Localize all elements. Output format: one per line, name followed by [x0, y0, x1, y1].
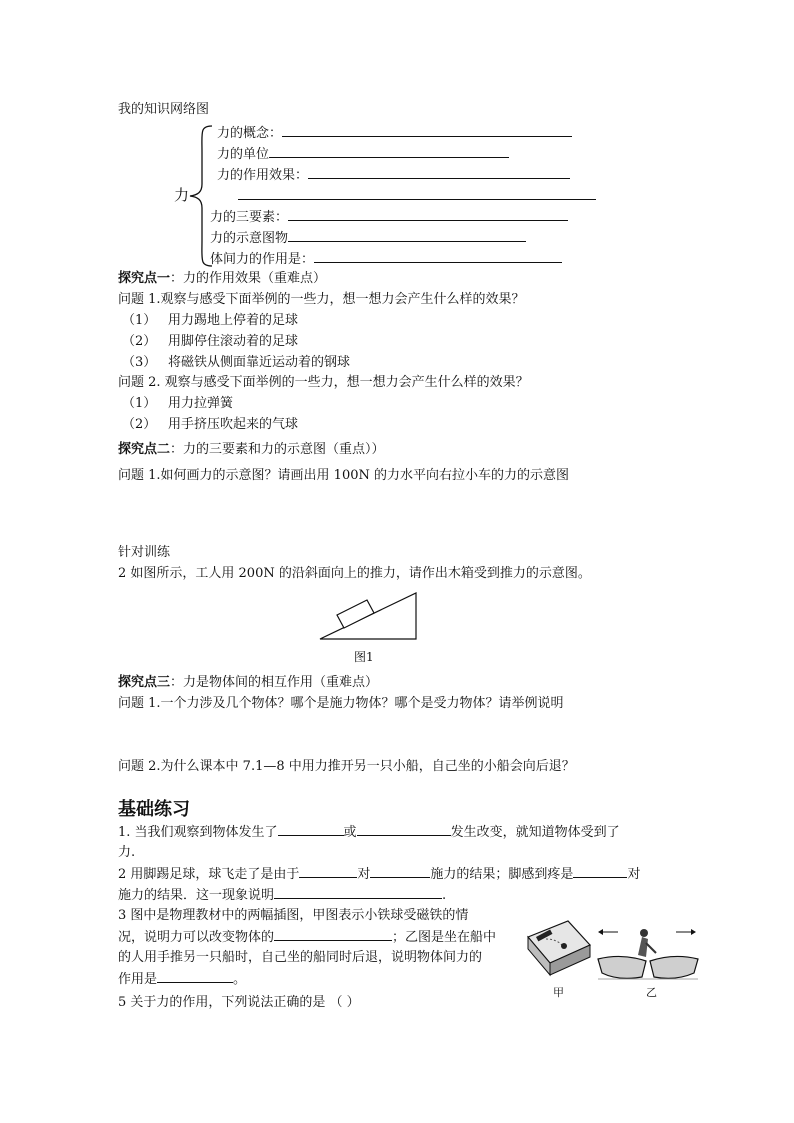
question-3-cont: [118, 928, 496, 947]
explore1-question1: 问题 1.观察与感受下面举例的一些力，想一想力会产生什么样的效果？: [118, 292, 525, 307]
explore3-question1: 问题 1.一个力涉及几个物体？哪个是施力物体？哪个是受力物体？请举例说明: [118, 696, 564, 711]
question-2: [118, 865, 640, 884]
explore1-heading: [118, 270, 326, 288]
boats-figure: [596, 923, 700, 983]
list-item-number: （3）: [122, 355, 157, 370]
training-question2: 2 如图所示，工人用 200N 的沿斜面向上的推力，请作出木箱受到推力的示意图。: [118, 566, 591, 581]
list-item-text: 用力踢地上停着的足球: [168, 313, 299, 328]
answer-blank[interactable]: [274, 886, 442, 899]
question-3-cont2: 的人用手推另一只船时，自己坐的船同时后退，说明物体间力的: [118, 950, 483, 965]
network-item-three-elements: [210, 208, 568, 227]
network-item-effect-cont: [238, 187, 596, 206]
question-text: 况，说明力可以改变物体的: [118, 930, 275, 945]
answer-blank[interactable]: [573, 865, 627, 878]
answer-blank[interactable]: [278, 823, 344, 836]
explore2-heading: [118, 441, 385, 459]
explore1-question2: 问题 2. 观察与感受下面举例的一些力，想一想力会产生什么样的效果？: [118, 375, 529, 390]
explore2-label: 探究点二: [118, 442, 171, 457]
list-item-text: 用脚停住滚动着的足球: [168, 334, 299, 349]
network-item-label: 力的示意图物: [210, 231, 289, 246]
question-text: ；乙图是坐在船中: [392, 930, 497, 945]
figure-caption: 图1: [354, 650, 374, 664]
answer-blank[interactable]: [282, 124, 572, 137]
figure-label-yi: 乙: [646, 986, 657, 999]
question-2-cont: [118, 886, 446, 905]
question-text: 施力的结果．这一现象说明: [118, 888, 275, 903]
network-item-concept: [217, 124, 572, 143]
answer-blank[interactable]: [370, 865, 430, 878]
question-text: 对: [627, 867, 641, 882]
explore1-topic: ：力的作用效果（重难点）: [170, 271, 327, 286]
list-item-number: （2）: [122, 334, 157, 349]
explore3-question2: 问题 2.为什么课本中 7.1—8 中用力推开另一只小船，自己坐的小船会向后退？: [118, 759, 575, 774]
answer-blank[interactable]: [238, 187, 596, 200]
question-text: 作用是: [118, 972, 158, 987]
network-center: 力: [174, 186, 190, 204]
network-item-label: 力的三要素：: [210, 210, 289, 225]
list-item-text: 用手挤压吹起来的气球: [168, 417, 299, 432]
answer-blank[interactable]: [357, 823, 451, 836]
explore2-topic: ：力的三要素和力的示意图（重点））: [170, 442, 385, 457]
network-item-label: 力的作用效果：: [217, 168, 309, 183]
answer-blank[interactable]: [288, 208, 568, 221]
network-item-unit: [217, 145, 509, 164]
network-item-effect: [217, 166, 570, 185]
explore2-question1: 问题 1.如何画力的示意图？请画出用 100N 的力水平向右拉小车的力的示意图: [118, 468, 569, 483]
answer-blank[interactable]: [308, 166, 570, 179]
question-text: 2 用脚踢足球，球飞走了是由于: [118, 867, 300, 882]
list-item-number: （2）: [122, 417, 157, 432]
network-item-label: 力的单位: [217, 147, 270, 162]
answer-blank[interactable]: [157, 970, 233, 983]
answer-blank[interactable]: [314, 250, 562, 263]
list-item: [122, 333, 156, 351]
list-item-number: （1）: [122, 396, 157, 411]
question-1-cont: 力.: [118, 845, 136, 860]
list-item: [122, 312, 156, 330]
question-text: 对: [357, 867, 371, 882]
question-text: 。: [233, 972, 247, 987]
incline-figure: [318, 590, 418, 642]
question-text: 或: [343, 825, 357, 840]
list-item: [122, 354, 156, 372]
question-3-cont3: [118, 970, 246, 989]
network-item-diagram: [210, 229, 526, 248]
explore3-label: 探究点三: [118, 675, 171, 690]
network-item-label: 体间力的作用是：: [210, 252, 315, 267]
list-item: [122, 416, 156, 434]
answer-blank[interactable]: [274, 928, 392, 941]
network-heading: 我的知识网络图: [118, 102, 210, 117]
figure-label-jia: 甲: [553, 986, 564, 999]
list-item-text: 将磁铁从侧面靠近运动着的钢球: [168, 355, 351, 370]
question-text: 发生改变，就知道物体受到了: [450, 825, 620, 840]
answer-blank[interactable]: [269, 145, 509, 158]
question-text: .: [442, 888, 447, 903]
answer-blank[interactable]: [299, 865, 357, 878]
training-title: 针对训练: [118, 545, 171, 560]
question-1: [118, 823, 620, 842]
question-text: 1. 当我们观察到物体发生了: [118, 825, 278, 840]
question-5: 5 关于力的作用，下列说法正确的是 （ ）: [118, 995, 360, 1010]
question-text: 施力的结果；脚感到疼是: [430, 867, 574, 882]
explore3-topic: ：力是物体间的相互作用（重难点）: [170, 675, 379, 690]
answer-blank[interactable]: [288, 229, 526, 242]
list-item: [122, 395, 156, 413]
network-item-label: 力的概念：: [217, 126, 283, 141]
explore3-heading: [118, 674, 378, 692]
list-item-number: （1）: [122, 313, 157, 328]
explore1-label: 探究点一: [118, 271, 171, 286]
section-title: 基础练习: [118, 799, 190, 820]
question-3: 3 图中是物理教材中的两幅插图，甲图表示小铁球受磁铁的情: [118, 908, 469, 923]
network-item-interaction: [210, 250, 562, 269]
magnet-tray-figure: [522, 915, 594, 977]
list-item-text: 用力拉弹簧: [168, 396, 234, 411]
